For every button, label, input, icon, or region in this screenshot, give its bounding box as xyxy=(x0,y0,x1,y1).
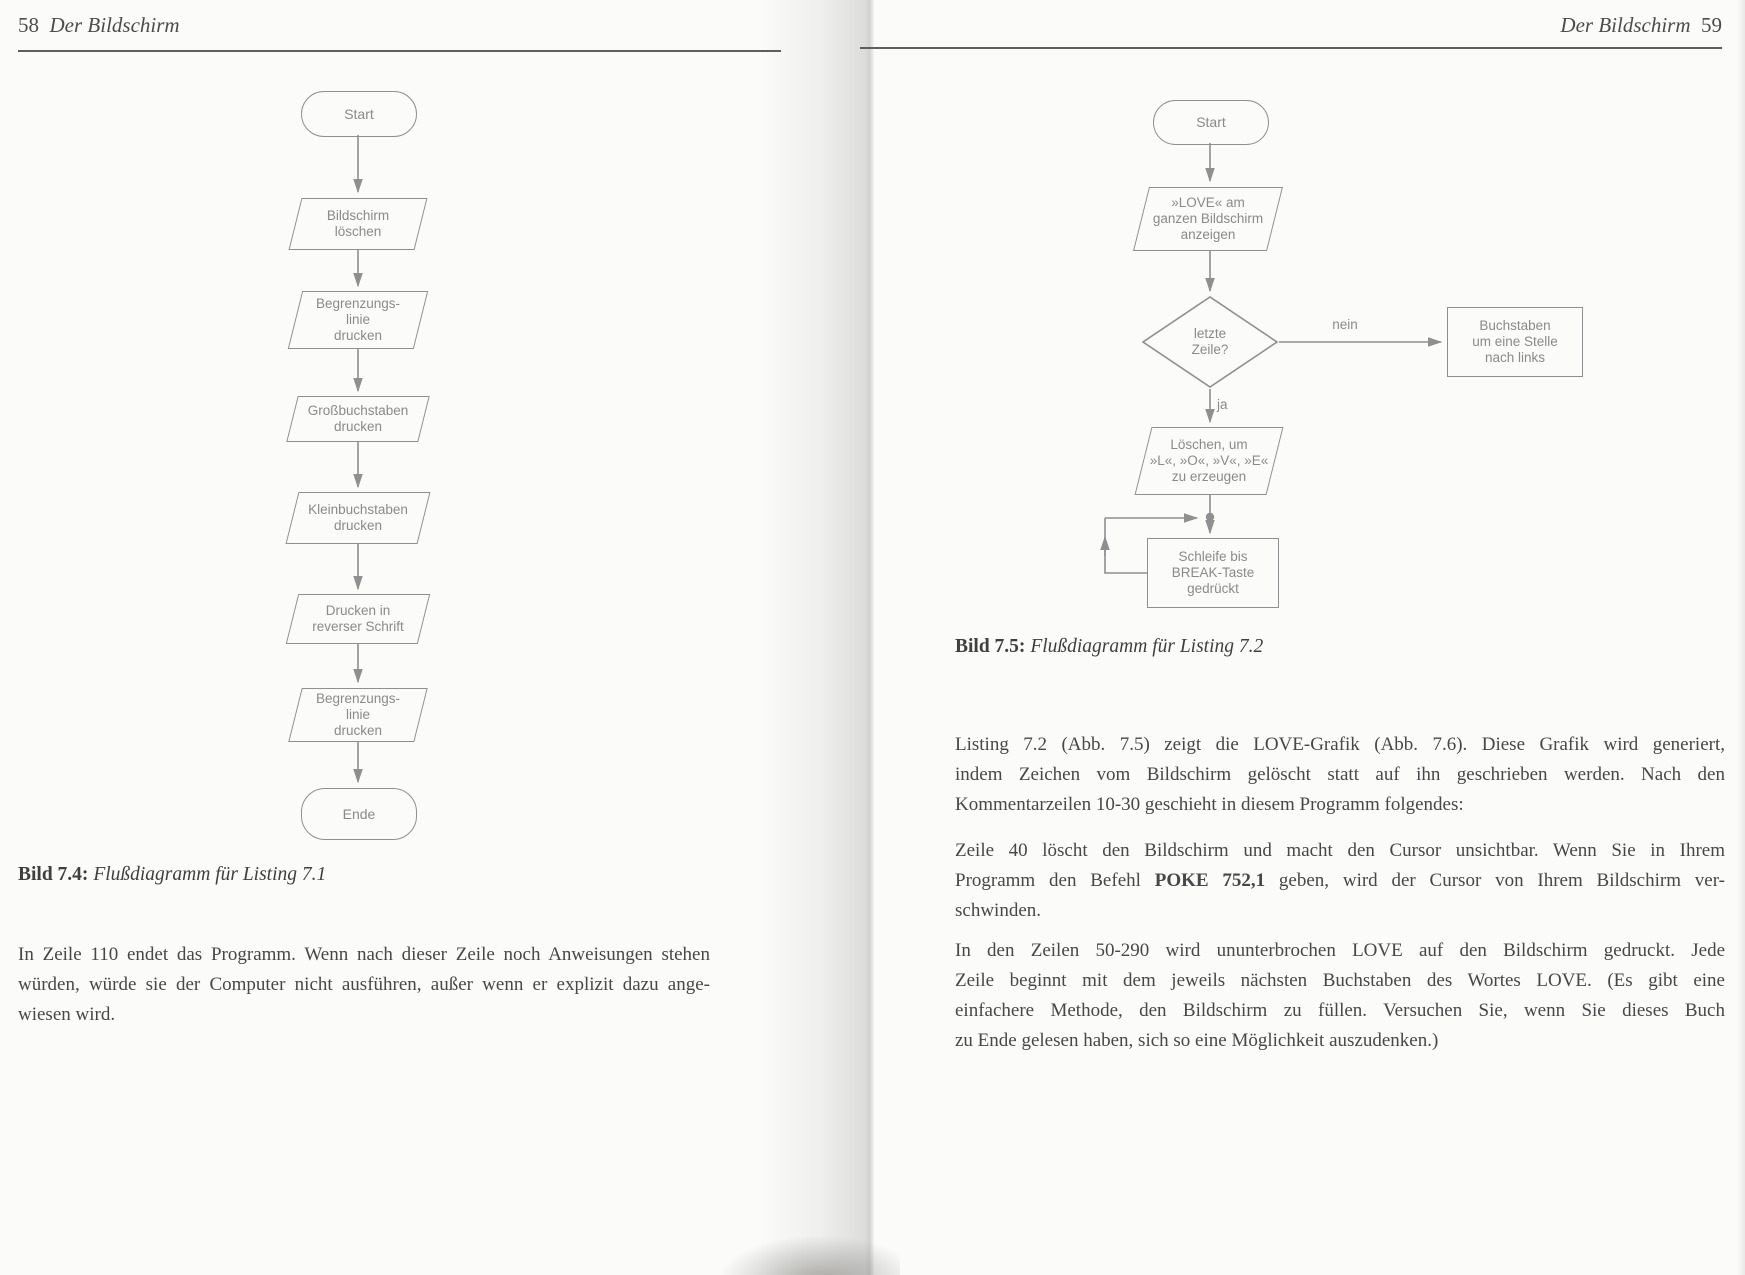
page-edge-shadow xyxy=(1737,0,1745,1275)
left-page-number: 58 xyxy=(18,13,39,37)
flow-node-line: letzte xyxy=(1193,326,1227,341)
body-line: schwinden. xyxy=(955,900,1042,921)
right-header-rule xyxy=(860,47,1722,49)
flow-node-reverse-schrift xyxy=(292,594,424,644)
body-line xyxy=(955,866,1725,896)
flow-node-line: Großbuchstaben xyxy=(307,403,409,418)
flow-node-grossbuchstaben xyxy=(292,396,424,442)
body-line: Listing 7.2 (Abb. 7.5) zeigt die LOVE-Grafik (Abb. 7.6). Diese Grafik wird generiert, xyxy=(955,734,1725,755)
flow-node-line: reverser Schrift xyxy=(312,619,404,634)
branch-label-nein: nein xyxy=(1332,317,1358,332)
body-line: würden, würde sie der Computer nicht ausführen, außer wenn er explizit dazu ange- xyxy=(18,974,710,995)
flow-node-line: »L«, »O«, »V«, »E« xyxy=(1149,453,1269,468)
flow-node-line: Drucken in xyxy=(325,603,391,618)
left-body-paragraph xyxy=(18,940,710,1030)
body-line: wiesen wird. xyxy=(18,1004,116,1025)
flow-node-start-right xyxy=(1153,100,1269,145)
body-text-segment: geben, wird der Cursor von Ihrem Bildschirm ver- xyxy=(1265,870,1726,891)
flow-node-line: Begrenzungs- xyxy=(315,691,401,706)
right-body-paragraph-3 xyxy=(955,936,1725,1056)
flow-node-ende xyxy=(301,788,417,840)
right-running-title: Der Bildschirm xyxy=(1560,13,1691,37)
flow-node-love-anzeigen xyxy=(1141,187,1275,251)
caption-label: Bild 7.5: xyxy=(955,636,1026,657)
flow-node-line: gedrückt xyxy=(1187,581,1239,596)
flow-node-label: Ende xyxy=(342,805,376,822)
flow-node-line: Bildschirm xyxy=(326,208,390,223)
branch-label-ja: ja xyxy=(1217,397,1228,412)
left-running-title: Der Bildschirm xyxy=(49,13,180,37)
right-running-head xyxy=(1560,13,1722,38)
caption-text: Flußdiagramm für Listing 7.2 xyxy=(1030,636,1264,657)
body-line: Zeile 40 löscht den Bildschirm und macht den Cursor unsichtbar. Wenn Sie in Ihrem xyxy=(955,840,1725,861)
body-line: zu Ende gelesen haben, sich so eine Möglichkeit auszudenken.) xyxy=(955,1030,1439,1051)
flow-node-line: linie xyxy=(345,707,370,722)
caption-label: Bild 7.4: xyxy=(18,864,89,885)
flow-node-bildschirm-loeschen xyxy=(295,198,421,250)
flow-node-line: ganzen Bildschirm xyxy=(1152,211,1264,226)
body-line: In den Zeilen 50-290 wird ununterbrochen LOVE auf den Bildschirm gedruckt. Jede xyxy=(955,940,1725,961)
left-header-rule xyxy=(18,50,781,52)
flow-node-line: Buchstaben xyxy=(1479,318,1551,333)
flow-node-line: drucken xyxy=(333,518,383,533)
flow-node-letzte-zeile-decision xyxy=(1160,326,1260,358)
flow-node-line: zu erzeugen xyxy=(1171,469,1247,484)
flow-node-schleife-break xyxy=(1147,538,1279,608)
caption-text: Flußdiagramm für Listing 7.1 xyxy=(93,864,327,885)
flow-node-buchstaben-links xyxy=(1447,307,1583,377)
left-running-head xyxy=(18,13,180,38)
flow-node-start-left xyxy=(301,91,417,137)
flow-node-loeschen-love xyxy=(1143,427,1275,495)
flow-node-line: drucken xyxy=(333,723,383,738)
flow-node-line: drucken xyxy=(333,419,383,434)
flow-node-line: BREAK-Taste xyxy=(1171,565,1255,580)
flow-node-line: Löschen, um xyxy=(1170,437,1248,452)
flow-node-line: um eine Stelle xyxy=(1472,334,1558,349)
flow-node-line: linie xyxy=(345,312,370,327)
flow-node-line: löschen xyxy=(334,224,382,239)
figure-caption-7-4 xyxy=(18,864,326,886)
flow-node-line: Kleinbuchstaben xyxy=(308,502,408,517)
flow-node-begrenzungslinie-1 xyxy=(295,291,421,349)
body-line: Kommentarzeilen 10-30 geschieht in diesem Programm folgendes: xyxy=(955,794,1464,815)
body-line: In Zeile 110 endet das Programm. Wenn nach dieser Zeile noch Anweisungen stehen xyxy=(18,944,710,965)
right-body-paragraph-1 xyxy=(955,730,1725,820)
flow-node-line: Schleife bis xyxy=(1178,549,1248,564)
right-page-number: 59 xyxy=(1701,13,1722,37)
flow-node-line: anzeigen xyxy=(1180,227,1236,242)
body-line: Zeile beginnt mit dem jeweils nächsten Buchstaben des Wortes LOVE. (Es gibt eine xyxy=(955,970,1725,991)
body-line: indem Zeichen vom Bildschirm gelöscht statt auf ihn geschrieben werden. Nach den xyxy=(955,764,1725,785)
body-line: einfachere Methode, den Bildschirm zu füllen. Versuchen Sie, wenn Sie dieses Buch xyxy=(955,1000,1725,1021)
gutter-shadow xyxy=(758,0,874,1275)
flow-node-label: Start xyxy=(344,105,374,122)
right-body-paragraph-2 xyxy=(955,836,1725,926)
flow-node-line: »LOVE« am xyxy=(1171,195,1245,210)
body-text-segment: Programm den Befehl xyxy=(955,870,1155,891)
flow-node-line: Zeile? xyxy=(1191,342,1229,357)
flow-node-label: Start xyxy=(1196,114,1226,130)
flow-node-line: Begrenzungs- xyxy=(315,296,401,311)
junction-dot xyxy=(1206,513,1214,521)
flow-node-begrenzungslinie-2 xyxy=(295,688,421,742)
figure-caption-7-5 xyxy=(955,636,1263,658)
flow-node-kleinbuchstaben xyxy=(292,492,424,544)
gutter-bottom-shadow xyxy=(720,1236,900,1275)
flow-node-line: nach links xyxy=(1484,350,1546,365)
flow-node-line: drucken xyxy=(333,328,383,343)
poke-command-bold: POKE 752,1 xyxy=(1154,870,1266,891)
